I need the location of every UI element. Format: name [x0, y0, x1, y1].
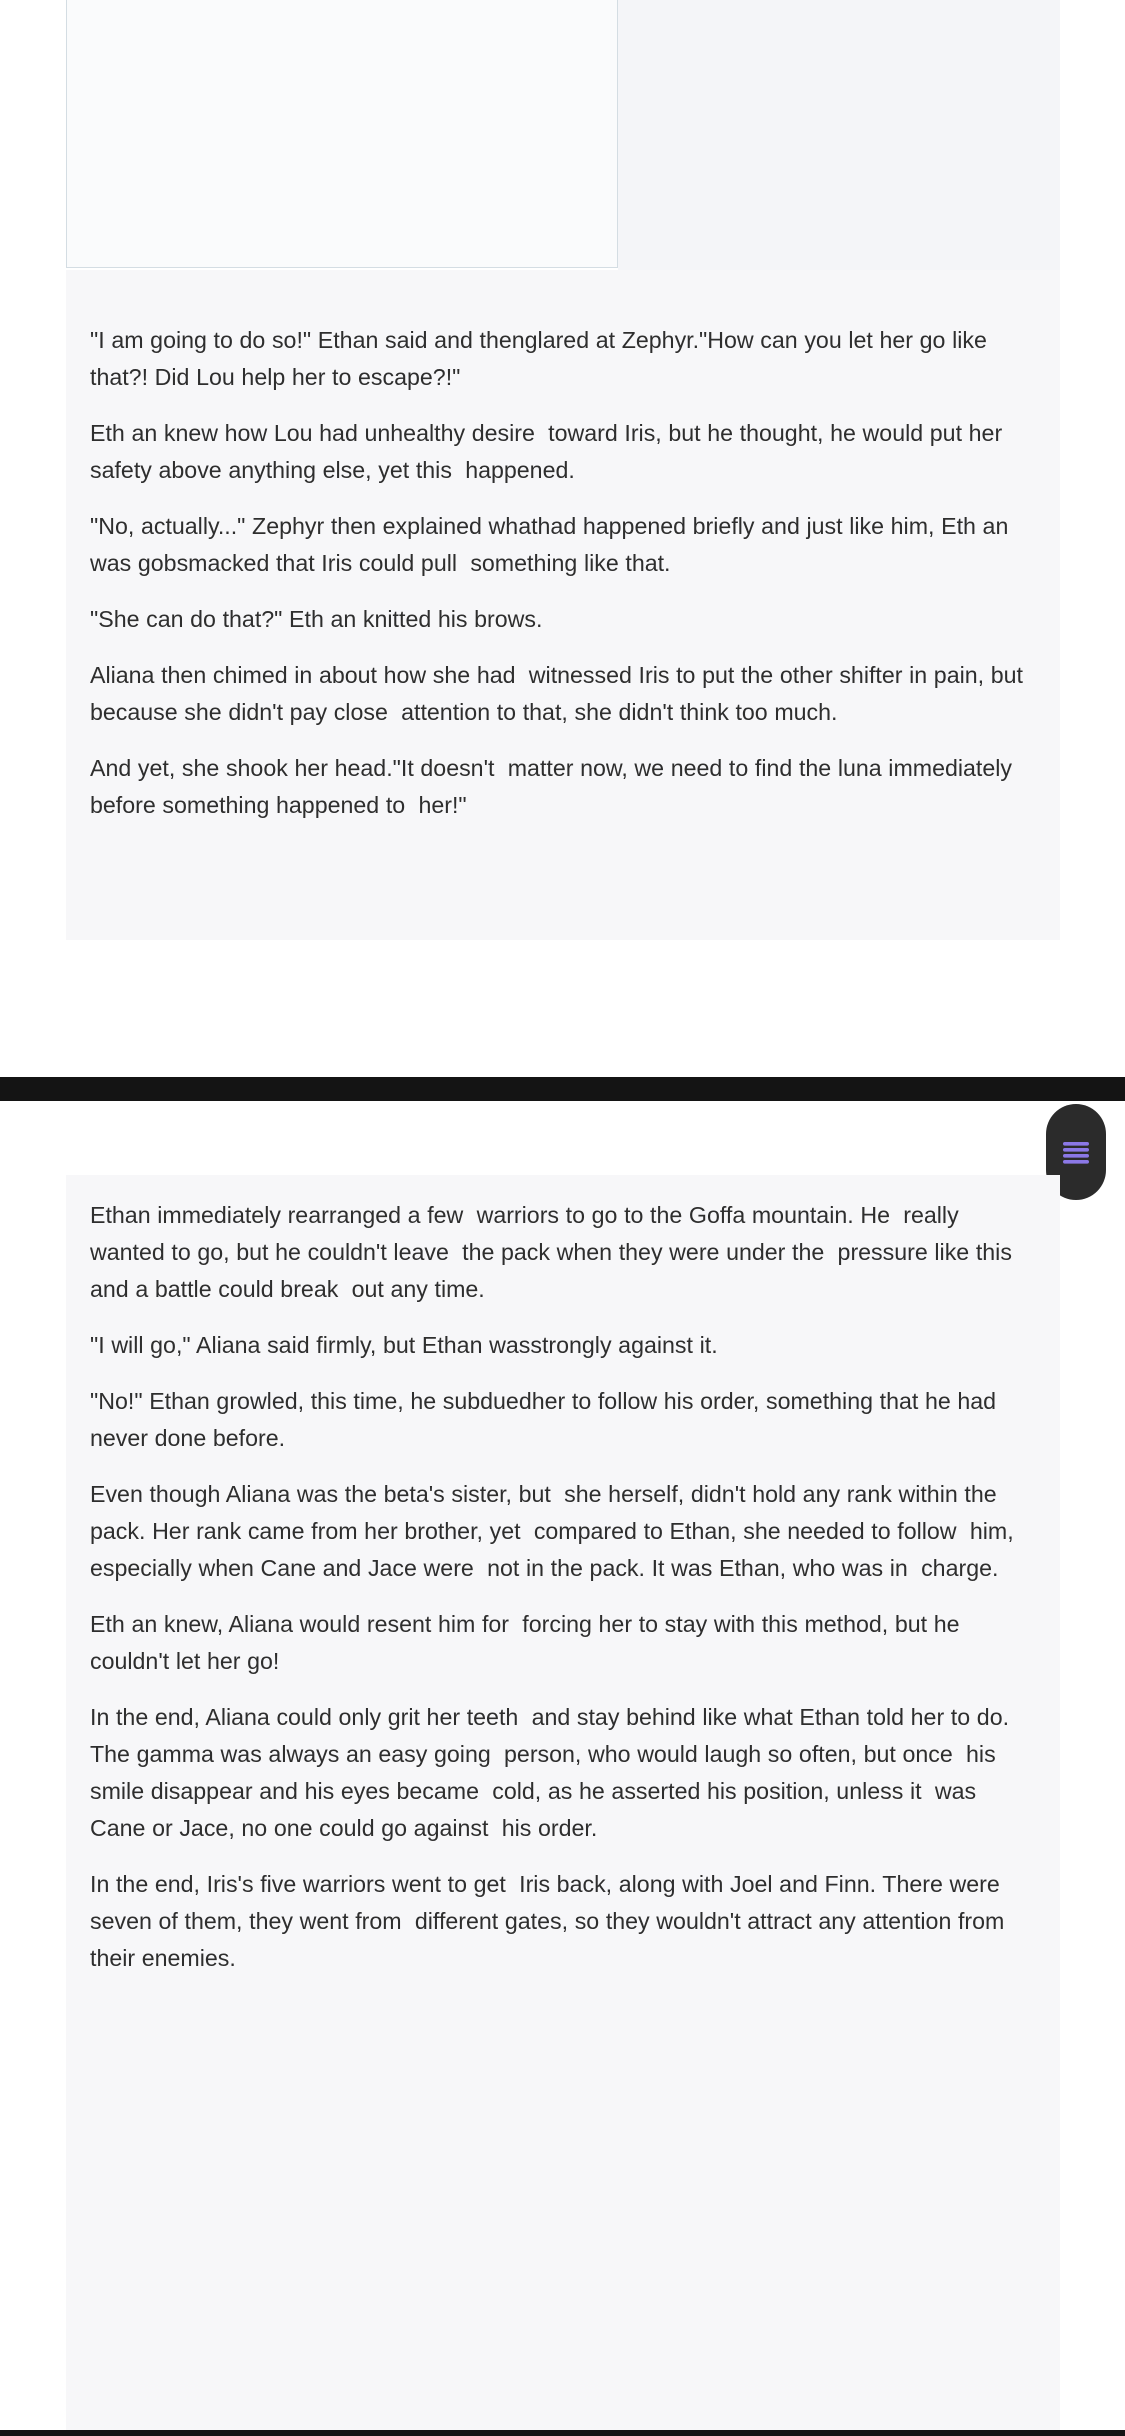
paragraph: "She can do that?" Eth an knitted his brows.	[90, 606, 543, 632]
top-background-block	[618, 0, 1060, 270]
bottom-edge-bar	[0, 2430, 1125, 2436]
paragraph: Eth an knew, Aliana would resent him for forcing her to stay with this method, but he couldn't let her go!	[90, 1611, 967, 1674]
paragraph: "I will go," Aliana said firmly, but Ethan wasstrongly against it.	[90, 1332, 718, 1358]
chapter-text-panel-2	[66, 1175, 1060, 2436]
paragraph: Aliana then chimed in about how she had witnessed Iris to put the other shifter in pain, but because she didn't pay close attention to that, she didn't think too much.	[90, 662, 1030, 725]
paragraph: Ethan immediately rearranged a few warriors to go to the Goffa mountain. He really wanted to go, but he couldn't leave the pack when they were under the pressure like this and a battle could break out any time.	[90, 1202, 1019, 1302]
paragraph: In the end, Iris's five warriors went to get Iris back, along with Joel and Finn. There were seven of them, they went from different gates, so they wouldn't attract any attention from their enemies.	[90, 1871, 1012, 1971]
paragraph: "No, actually..." Zephyr then explained whathad happened briefly and just like him, Eth an was gobsmacked that Iris could pull something like that.	[90, 513, 1015, 576]
paragraph: Eth an knew how Lou had unhealthy desire toward Iris, but he thought, he would put her safety above anything else, yet this happened.	[90, 420, 1009, 483]
paragraph: "I am going to do so!" Ethan said and thenglared at Zephyr."How can you let her go like that?! Did Lou help her to escape?!"	[90, 327, 994, 390]
paragraph: "No!" Ethan growled, this time, he subduedher to follow his order, something that he had never done before.	[90, 1388, 1003, 1451]
paragraph: And yet, she shook her head."It doesn't matter now, we need to find the luna immediately before something happened to her!"	[90, 755, 1019, 818]
paragraph: Even though Aliana was the beta's sister, but she herself, didn't hold any rank within the pack. Her rank came from her brother, yet compared to Ethan, she needed to follow him, especially when Cane and Jace were not in the pack. It was Ethan, who was in charge.	[90, 1481, 1021, 1581]
hamburger-menu-icon	[1061, 1137, 1091, 1167]
section-divider	[0, 1077, 1125, 1101]
chapter-image-placeholder	[66, 0, 618, 268]
paragraph: In the end, Aliana could only grit her teeth and stay behind like what Ethan told her to do. The gamma was always an easy going person, who would laugh so often, but once his smile disappear and his eyes became cold, as he asserted his position, unless it was Cane or Jace, no one could go against his order.	[90, 1704, 1016, 1841]
chapter-text-panel-1	[66, 270, 1060, 940]
